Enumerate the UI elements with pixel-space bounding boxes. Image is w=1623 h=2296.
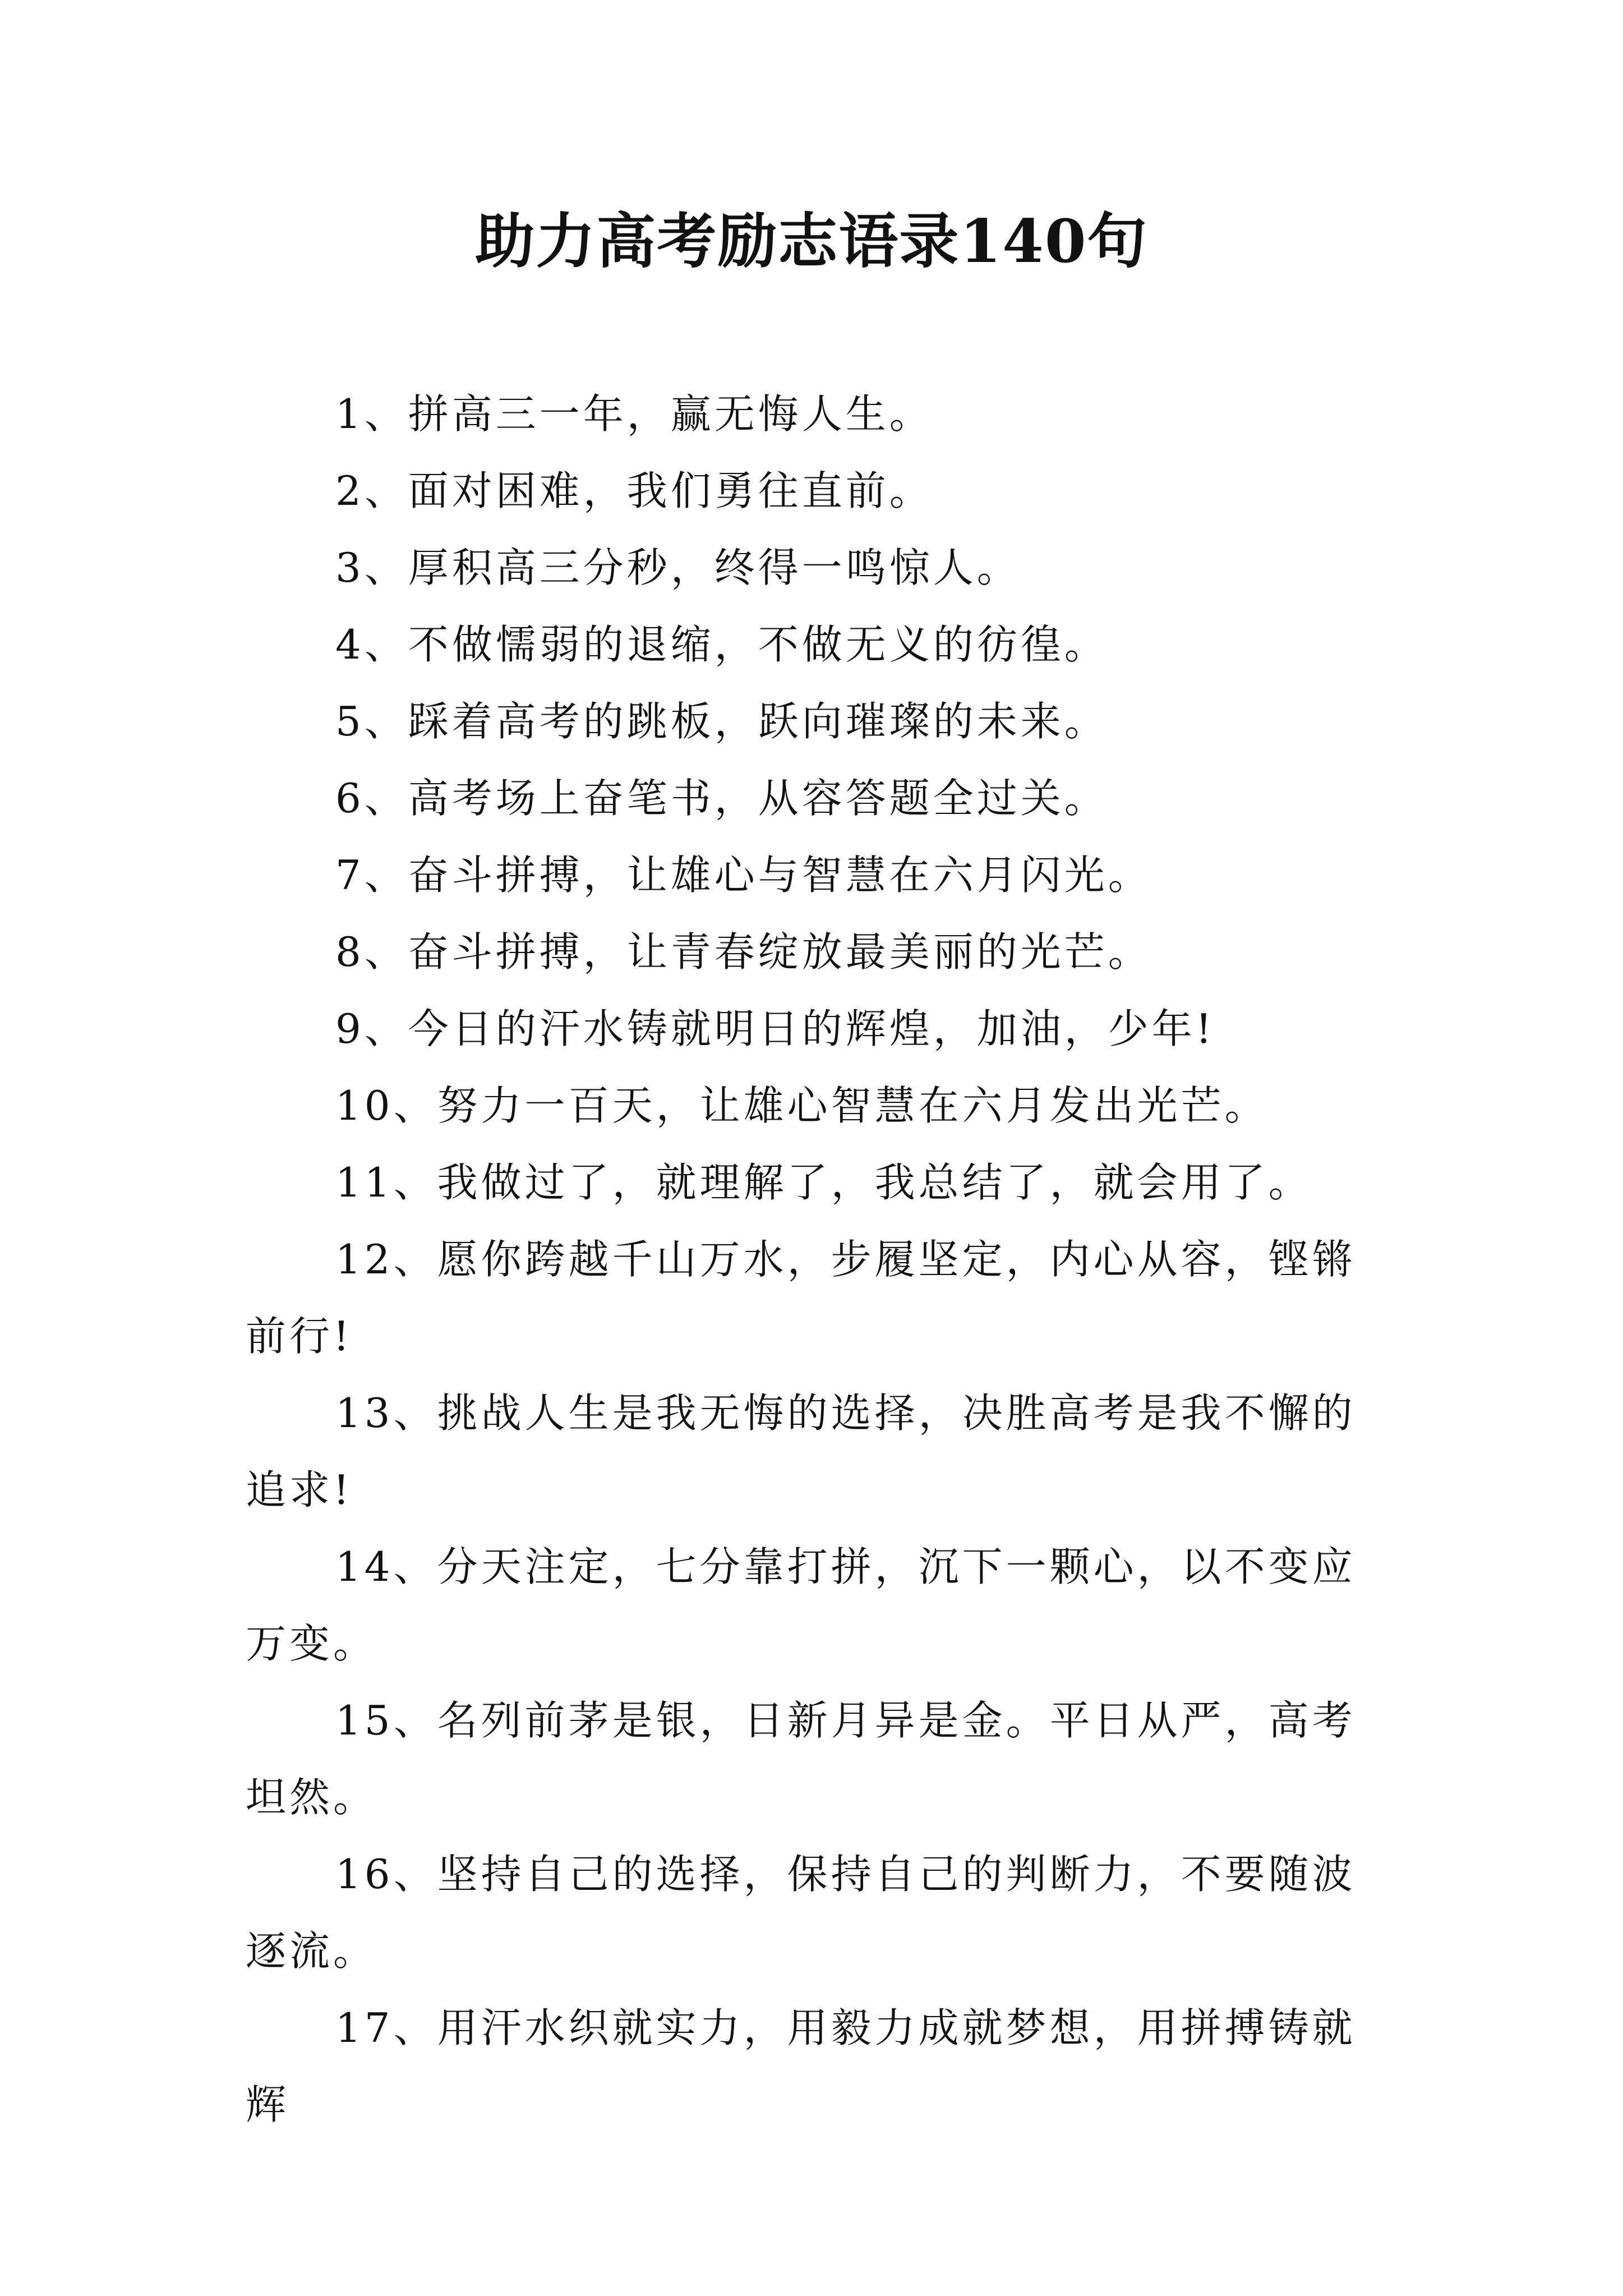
paragraph: 13、挑战人生是我无悔的选择，决胜高考是我不懈的追求!: [246, 1389, 1356, 1513]
paragraph: 5、踩着高考的跳板，跃向璀璨的未来。: [335, 698, 1108, 745]
paragraph: 16、坚持自己的选择，保持自己的判断力，不要随波逐流。: [246, 1851, 1356, 1975]
paragraph: 11、我做过了，就理解了，我总结了，就会用了。: [335, 1159, 1312, 1206]
paragraph: 1、拼高三一年，赢无悔人生。: [335, 390, 933, 438]
document-body: [246, 376, 1385, 2143]
paragraph: 10、努力一百天，让雄心智慧在六月发出光芒。: [335, 1082, 1269, 1129]
paragraph: 2、面对困难，我们勇往直前。: [335, 467, 933, 514]
paragraph: 14、分天注定，七分靠打拼，沉下一颗心，以不变应万变。: [246, 1543, 1356, 1667]
paragraph: 7、奋斗拼搏，让雄心与智慧在六月闪光。: [335, 852, 1152, 899]
paragraph: 9、今日的汗水铸就明日的辉煌，加油，少年!: [335, 1005, 1215, 1052]
paragraph: 17、用汗水织就实力，用毅力成就梦想，用拼搏铸就辉: [246, 2004, 1356, 2128]
paragraph: 15、名列前茅是银，日新月异是金。平日从严，高考坦然。: [246, 1697, 1356, 1821]
paragraph: 4、不做懦弱的退缩，不做无义的彷徨。: [335, 621, 1108, 668]
paragraph: 6、高考场上奋笔书，从容答题全过关。: [335, 775, 1108, 822]
document-title: 助力高考励志语录140句: [475, 206, 1148, 276]
paragraph: 12、愿你跨越千山万水，步履坚定，内心从容，铿锵前行!: [246, 1236, 1356, 1360]
paragraph: 3、厚积高三分秒，终得一鸣惊人。: [335, 544, 1021, 591]
paragraph: 8、奋斗拼搏，让青春绽放最美丽的光芒。: [335, 928, 1152, 976]
